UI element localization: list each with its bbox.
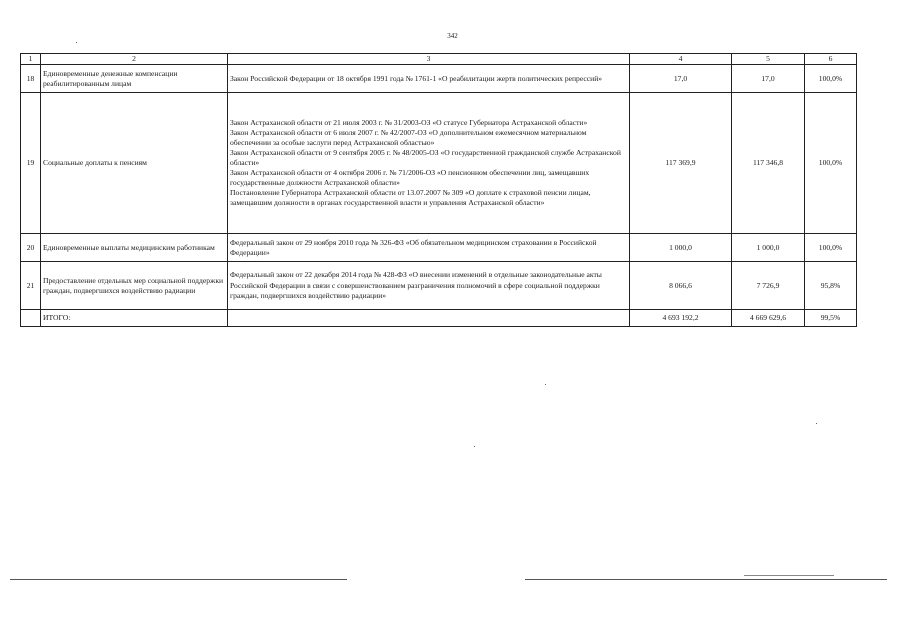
row-number: 18 <box>21 65 41 93</box>
scan-speck <box>76 42 77 43</box>
law-reference: Закон Астраханской области от 9 сентября 2005 г. № 48/2005-ОЗ «О государственной гражданской службе Астраханской области» <box>230 147 621 167</box>
legal-basis <box>228 234 630 262</box>
percent-value: 95,8% <box>805 262 857 310</box>
row-number: 21 <box>21 262 41 310</box>
plan-value: 8 066,6 <box>630 262 732 310</box>
legal-basis <box>228 65 630 93</box>
total-row <box>21 310 857 327</box>
law-reference: Закон Астраханской области от 4 октября 2006 г. № 71/2006-ОЗ «О пенсионном обеспечении лиц, замещавших государственные должности Астраханской области» <box>230 168 590 188</box>
percent-value: 100,0% <box>805 93 857 234</box>
column-header: 2 <box>41 54 228 65</box>
law-reference: Закон Российской Федерации от 18 октября 1991 года № 1761-1 «О реабилитации жертв политических репрессий» <box>230 73 603 83</box>
expenditure-table <box>20 53 857 327</box>
bottom-rule-left <box>10 579 347 580</box>
legal-basis <box>228 262 630 310</box>
plan-value: 117 369,9 <box>630 93 732 234</box>
percent-value: 100,0% <box>805 65 857 93</box>
total-percent-value: 99,5% <box>805 310 857 327</box>
legal-basis <box>228 310 630 327</box>
scan-speck <box>474 446 475 447</box>
column-header: 1 <box>21 54 41 65</box>
expense-name: Социальные доплаты к пенсиям <box>41 93 228 234</box>
law-reference: Постановление Губернатора Астраханской области от 13.07.2007 № 309 «О доплате к страховой пенсии лицам, замещавшим должности в органах государственной власти и управления Астраханской области» <box>230 188 591 208</box>
fact-value: 117 346,8 <box>732 93 805 234</box>
row-number <box>21 310 41 327</box>
column-number-row <box>21 54 857 65</box>
table-row <box>21 65 857 93</box>
bottom-rule-right <box>525 579 887 580</box>
scan-speck <box>816 423 817 424</box>
table-row <box>21 93 857 234</box>
expense-name: Единовременные выплаты медицинским работникам <box>41 234 228 262</box>
row-number: 19 <box>21 93 41 234</box>
row-number: 20 <box>21 234 41 262</box>
column-header: 5 <box>732 54 805 65</box>
plan-value: 17,0 <box>630 65 732 93</box>
law-reference: Закон Астраханской области от 6 июля 2007 г. № 42/2007-ОЗ «О дополнительном ежемесячном материальном обеспечении за особые заслуги перед Астраханской областью» <box>230 127 587 147</box>
column-header: 3 <box>228 54 630 65</box>
fact-value: 7 726,9 <box>732 262 805 310</box>
total-label: ИТОГО: <box>41 310 228 327</box>
table-row <box>21 262 857 310</box>
table-row <box>21 234 857 262</box>
law-reference: Федеральный закон от 29 ноября 2010 года № 326-ФЗ «Об обязательном медицинском страховании в Российской Федерации» <box>230 237 597 257</box>
plan-value: 1 000,0 <box>630 234 732 262</box>
expense-name: Предоставление отдельных мер социальной поддержки граждан, подвергшихся воздействию радиации <box>41 262 228 310</box>
law-reference: Закон Астраханской области от 21 июля 2003 г. № 31/2003-ОЗ «О статусе Губернатора Астраханской области» <box>230 117 588 127</box>
total-fact-value: 4 669 629,6 <box>732 310 805 327</box>
law-reference: Федеральный закон от 22 декабря 2014 года № 428-ФЗ «О внесении изменений в отдельные законодательные акты Российской Федерации в связи с совершенствованием разграничения полномочий в сфере социальной поддержки граждан, подвергшихся воздействию радиации» <box>230 270 602 300</box>
bottom-rule-stub <box>744 575 834 576</box>
scan-speck <box>545 384 546 385</box>
page-number: 342 <box>447 32 458 40</box>
legal-basis <box>228 93 630 234</box>
percent-value: 100,0% <box>805 234 857 262</box>
column-header: 4 <box>630 54 732 65</box>
expense-name: Единовременные денежные компенсации реабилитированным лицам <box>41 65 228 93</box>
total-plan-value: 4 693 192,2 <box>630 310 732 327</box>
column-header: 6 <box>805 54 857 65</box>
fact-value: 17,0 <box>732 65 805 93</box>
fact-value: 1 000,0 <box>732 234 805 262</box>
